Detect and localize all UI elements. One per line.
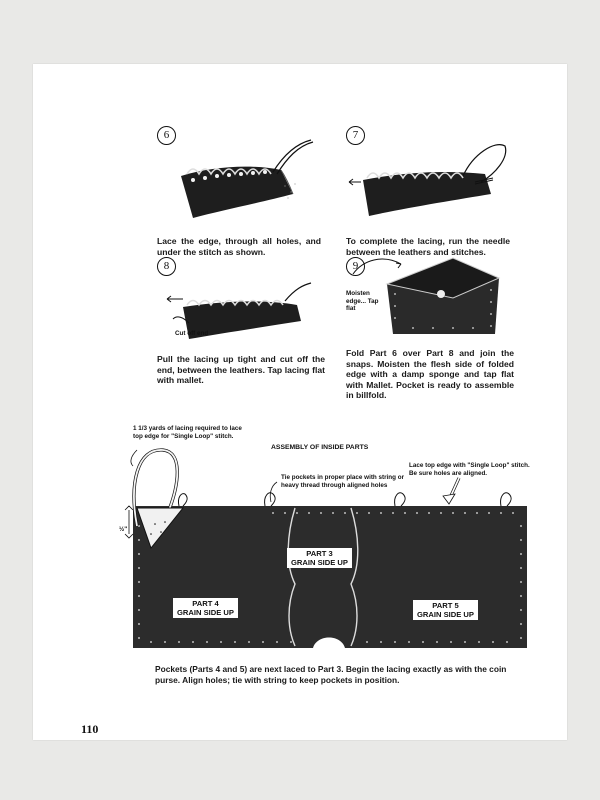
- book-page: [33, 64, 567, 740]
- step-6-caption: Lace the edge, through all holes, and under the stitch as shown.: [157, 236, 321, 257]
- step-6-number: 6: [157, 126, 176, 145]
- page-number: 110: [81, 722, 99, 736]
- part-3-label: PART 3 GRAIN SIDE UP: [287, 548, 352, 568]
- lace-note: Lace top edge with "Single Loop" stitch. Be sure holes are aligned.: [409, 462, 530, 477]
- step-8-number: 8: [157, 257, 176, 276]
- part-4-label: PART 4 GRAIN SIDE UP: [173, 598, 238, 618]
- cut-off-end-label: Cut off end: [175, 330, 209, 337]
- step-8-caption: Pull the lacing up tight and cut off the end, between the leathers. Tap lacing flat with mallet.: [157, 354, 325, 385]
- lacing-note: 1 1/3 yards of lacing required to lace top edge for "Single Loop" stitch.: [133, 425, 242, 440]
- step-9-number: 9: [346, 257, 365, 276]
- assembly-illustration: [33, 64, 567, 740]
- assembly-caption: Pockets (Parts 4 and 5) are next laced to Part 3. Begin the lacing exactly as with the coin purse. Align holes; tie with string to keep pockets in position.: [155, 664, 507, 685]
- step-7-number: 7: [346, 126, 365, 145]
- part-5-label: PART 5 GRAIN SIDE UP: [413, 600, 478, 620]
- tie-note: Tie pockets in proper place with string or heavy thread through aligned holes: [281, 474, 405, 489]
- step-7-caption: To complete the lacing, run the needle between the leathers and stitches.: [346, 236, 510, 257]
- assembly-title: ASSEMBLY OF INSIDE PARTS: [271, 444, 369, 451]
- moisten-edge-label: Moisten edge... Tap flat: [346, 290, 379, 313]
- step-9-caption: Fold Part 6 over Part 8 and join the snaps. Moisten the flesh side of folded edge with a damp sponge and tap flat with Mallet. Pocket is ready to assemble in billfold.: [346, 348, 514, 400]
- dimension-label: ½": [119, 526, 128, 533]
